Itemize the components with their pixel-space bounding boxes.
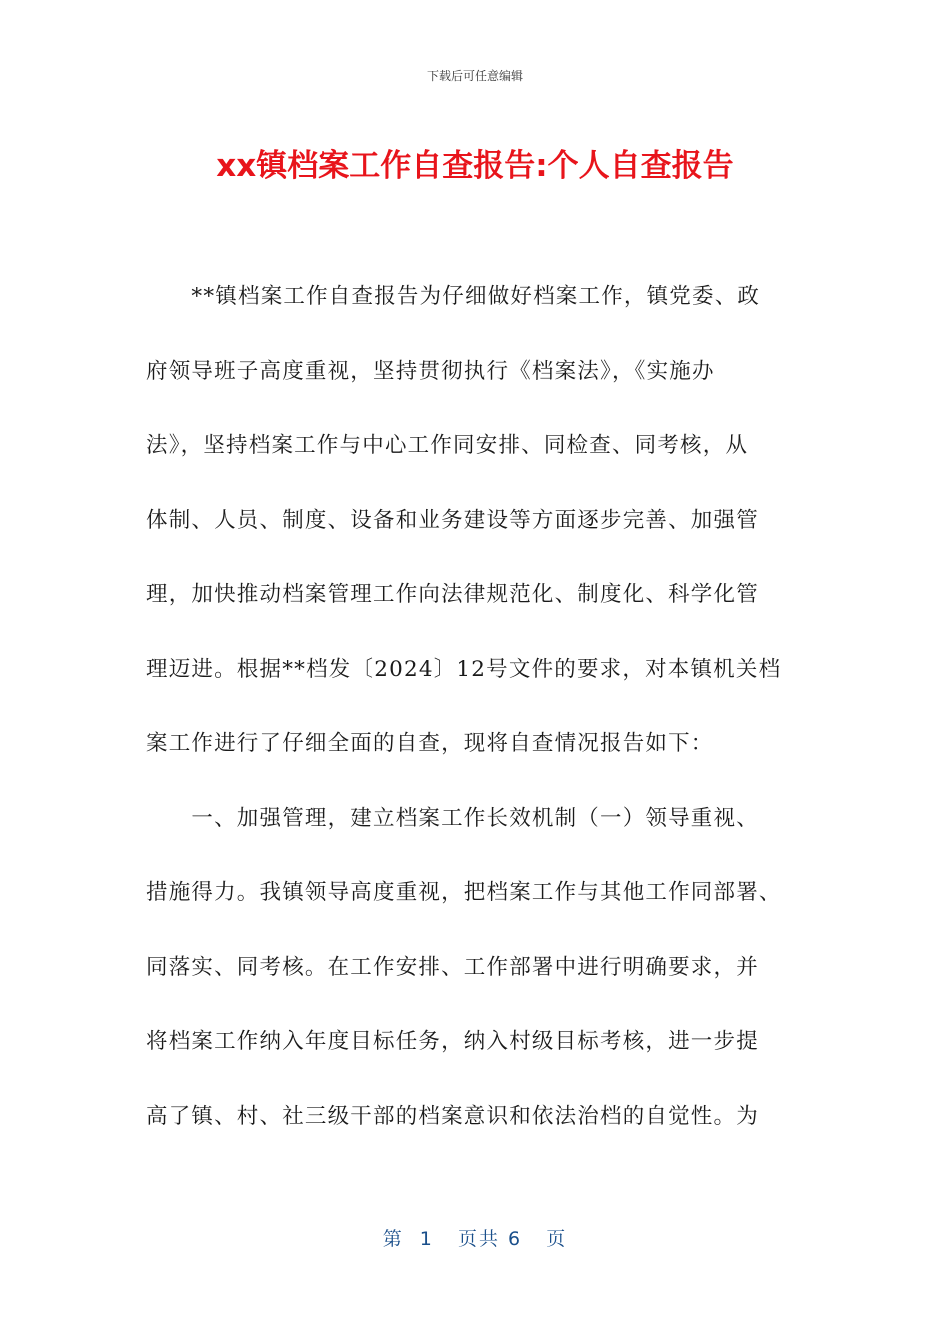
header-note: 下载后可任意编辑 — [426, 69, 523, 83]
body-line: 案工作进行了仔细全面的自查，现将自查情况报告如下： — [146, 731, 714, 756]
body-line: 体制、人员、制度、设备和业务建设等方面逐步完善、加强管 — [146, 507, 759, 533]
body-line: **镇档案工作自查报告为仔细做好档案工作，镇党委、政 — [146, 284, 761, 309]
body-line: 法》，坚持档案工作与中心工作同安排、同检查、同考核，从 — [146, 433, 749, 458]
document-title: xx镇档案工作自查报告:个人自查报告 — [216, 148, 734, 184]
body-line: 同落实、同考核。在工作安排、工作部署中进行明确要求，并 — [146, 954, 759, 980]
document-body — [146, 275, 816, 1169]
body-line: 措施得力。我镇领导高度重视，把档案工作与其他工作同部署、 — [146, 880, 782, 905]
body-line: 理，加快推动档案管理工作向法律规范化、制度化、科学化管 — [146, 582, 759, 607]
page-number-footer: 第 1 页共 6 页 — [382, 1228, 568, 1250]
body-line: 理迈进。根据**档发〔2024〕12号文件的要求，对本镇机关档 — [146, 656, 782, 682]
body-line: 将档案工作纳入年度目标任务，纳入村级目标考核，进一步提 — [146, 1029, 759, 1054]
body-line: 高了镇、村、社三级干部的档案意识和依法治档的自觉性。为 — [146, 1103, 759, 1129]
body-line: 府领导班子高度重视，坚持贯彻执行《档案法》，《实施办 — [146, 358, 715, 384]
body-line: 一、加强管理，建立档案工作长效机制（一）领导重视、 — [146, 805, 759, 831]
